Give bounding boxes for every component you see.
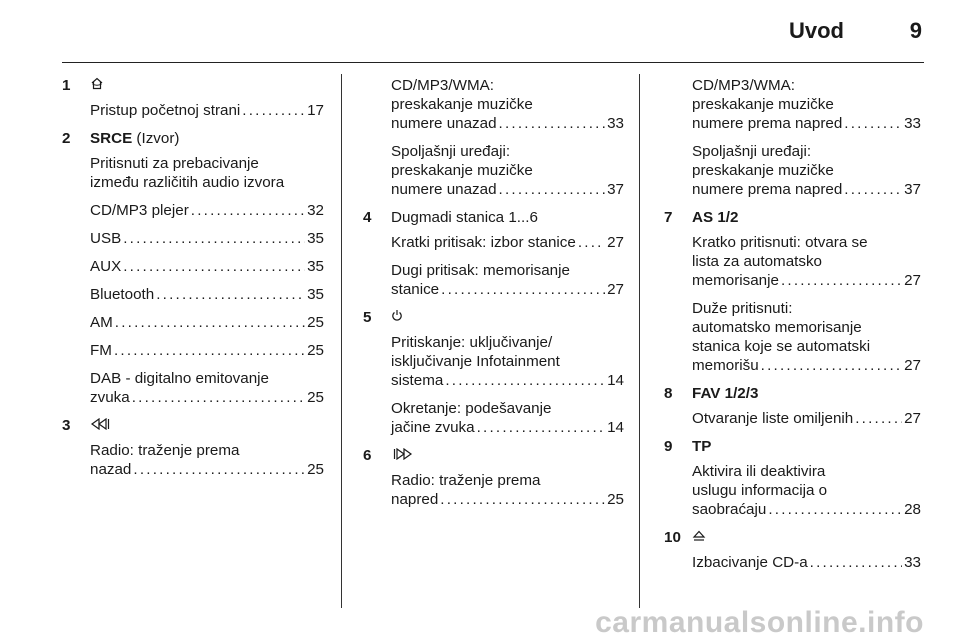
page-reference: 35 (307, 286, 324, 303)
dot-leader (499, 180, 606, 199)
index-entry (664, 76, 921, 133)
item-7 (664, 208, 921, 227)
dot-leader (844, 180, 902, 199)
entry-text: numere prema napred (692, 115, 843, 132)
entry-line: Pritiskanje: uključivanje/ (391, 334, 553, 351)
item-number: 5 (363, 309, 372, 326)
entry-text: napred (391, 491, 439, 508)
power-icon (391, 309, 403, 326)
page-reference: 25 (307, 314, 324, 331)
entry-line: preskakanje muzičke (391, 96, 533, 113)
page-header (0, 0, 960, 60)
dot-leader (781, 271, 902, 290)
dot-leader (445, 371, 605, 390)
entry-text: Izbacivanje CD-a (692, 554, 808, 571)
item-9-entries (664, 462, 921, 519)
entry-text: jačine zvuka (391, 419, 475, 436)
index-entry (363, 76, 624, 133)
item-10-entries (664, 553, 921, 572)
page-reference: 27 (607, 281, 624, 298)
item-3 (62, 416, 324, 435)
item-4 (363, 208, 624, 227)
index-entry (62, 257, 324, 276)
item-title-suffix: (Izvor) (132, 130, 180, 147)
index-entry (664, 462, 921, 519)
entry-text: Kratki pritisak: izbor stanice (391, 234, 576, 251)
item-title: AS 1/2 (692, 209, 739, 226)
entry-line: preskakanje muzičke (391, 162, 533, 179)
page-reference: 25 (607, 491, 624, 508)
item-3-entries (62, 441, 324, 479)
column-2 (363, 76, 624, 518)
item-number: 2 (62, 130, 71, 147)
item-number: 3 (62, 417, 71, 434)
page-number: 9 (909, 18, 922, 43)
column-divider (341, 74, 342, 608)
item-4-entries (363, 233, 624, 299)
item-5 (363, 308, 624, 327)
entry-text: Otvaranje liste omiljenih (692, 410, 854, 427)
index-entry (62, 313, 324, 332)
item-2-entries (62, 201, 324, 407)
index-entry (62, 101, 324, 120)
dot-leader (578, 233, 605, 252)
index-entry (363, 333, 624, 390)
page-reference: 33 (904, 554, 921, 571)
page-reference: 25 (307, 342, 324, 359)
item-title: FAV 1/2/3 (692, 385, 759, 402)
header-title: Uvod (789, 18, 844, 43)
index-entry (664, 409, 921, 428)
page-reference: 37 (904, 181, 921, 198)
entry-text: stanice (391, 281, 440, 298)
seek-back-icon (90, 417, 112, 434)
entry-line: Duže pritisnuti: (692, 300, 793, 317)
dot-leader (810, 553, 902, 572)
description-line: između različitih audio izvora (90, 174, 285, 191)
entry-text: Pristup početnoj strani (90, 102, 241, 119)
item-8 (664, 384, 921, 403)
item-2-description (62, 154, 324, 192)
dot-leader (242, 101, 305, 120)
item-1-entries (62, 101, 324, 120)
dot-leader (115, 313, 305, 332)
home-icon (90, 77, 104, 94)
page-reference: 33 (607, 115, 624, 132)
page-reference: 27 (904, 357, 921, 374)
index-entry (363, 142, 624, 199)
entry-text: zvuka (90, 389, 130, 406)
index-entry (62, 441, 324, 479)
item-number: 4 (363, 209, 372, 226)
item-number: 6 (363, 447, 372, 464)
item-number: 7 (664, 209, 673, 226)
dot-leader (855, 409, 902, 428)
entry-text: USB (90, 230, 122, 247)
dot-leader (499, 114, 606, 133)
dot-leader (114, 341, 305, 360)
entry-text: FM (90, 342, 112, 359)
page-reference: 28 (904, 501, 921, 518)
column-divider (639, 74, 640, 608)
entry-line: Spoljašnji uređaji: (391, 143, 511, 160)
item-6-entries (363, 471, 624, 509)
item-1 (62, 76, 324, 95)
entry-text: numere unazad (391, 115, 497, 132)
item-2 (62, 129, 324, 148)
entry-line: DAB - digitalno emitovanje (90, 370, 269, 387)
item-10 (664, 528, 921, 547)
item-8-entries (664, 409, 921, 428)
item-title: Dugmadi stanica 1...6 (391, 209, 538, 226)
entry-line: Okretanje: podešavanje (391, 400, 552, 417)
entry-line: Spoljašnji uređaji: (692, 143, 812, 160)
dot-leader (761, 356, 902, 375)
page-reference: 33 (904, 115, 921, 132)
page-reference: 17 (307, 102, 324, 119)
entry-text: numere prema napred (692, 181, 843, 198)
index-entry (363, 261, 624, 299)
entry-text: CD/MP3 plejer (90, 202, 189, 219)
index-entry (62, 229, 324, 248)
entry-line: uslugu informacija o (692, 482, 828, 499)
dot-leader (768, 500, 902, 519)
index-entry (363, 399, 624, 437)
dot-leader (123, 257, 305, 276)
header-divider (62, 62, 924, 63)
page-reference: 14 (607, 372, 624, 389)
index-entry (363, 233, 624, 252)
index-entry (664, 299, 921, 375)
seek-forward-icon (391, 447, 413, 464)
entry-line: Radio: traženje prema (391, 472, 541, 489)
entry-text: AUX (90, 258, 122, 275)
item-6 (363, 446, 624, 465)
column-3 (664, 76, 921, 581)
dot-leader (477, 418, 606, 437)
entry-text: saobraćaju (692, 501, 767, 518)
entry-text: numere unazad (391, 181, 497, 198)
entry-line: CD/MP3/WMA: (391, 77, 494, 94)
index-entry (62, 341, 324, 360)
entry-line: preskakanje muzičke (692, 162, 834, 179)
dot-leader (133, 460, 305, 479)
item-number: 8 (664, 385, 673, 402)
entry-line: preskakanje muzičke (692, 96, 834, 113)
dot-leader (132, 388, 305, 407)
entry-line: Radio: traženje prema (90, 442, 240, 459)
item-9 (664, 437, 921, 456)
page-reference: 27 (904, 410, 921, 427)
description-line: Pritisnuti za prebacivanje (90, 155, 259, 172)
index-entry (62, 285, 324, 304)
dot-leader (844, 114, 902, 133)
dot-leader (123, 229, 305, 248)
page-reference: 37 (607, 181, 624, 198)
continued-entries (363, 76, 624, 199)
page-reference: 25 (307, 461, 324, 478)
dot-leader (191, 201, 305, 220)
index-entry (664, 553, 921, 572)
page-reference: 25 (307, 389, 324, 406)
page-reference: 14 (607, 419, 624, 436)
index-entry (664, 142, 921, 199)
entry-line: CD/MP3/WMA: (692, 77, 795, 94)
continued-entries (664, 76, 921, 199)
item-title: TP (692, 438, 712, 455)
entry-line: Kratko pritisnuti: otvara se (692, 234, 868, 251)
item-title: SRCE (90, 130, 133, 147)
entry-text: nazad (90, 461, 132, 478)
page-reference: 32 (307, 202, 324, 219)
item-number: 9 (664, 438, 673, 455)
dot-leader (156, 285, 305, 304)
entry-line: stanica koje se automatski (692, 338, 871, 355)
entry-text: Bluetooth (90, 286, 155, 303)
page-reference: 27 (904, 272, 921, 289)
watermark: carmanualsonline.info (595, 606, 924, 639)
entry-line: isključivanje Infotainment (391, 353, 560, 370)
entry-text: memorisanje (692, 272, 779, 289)
page-reference: 35 (307, 230, 324, 247)
entry-text: sistema (391, 372, 444, 389)
item-number: 10 (664, 529, 681, 546)
dot-leader (441, 280, 605, 299)
item-number: 1 (62, 77, 71, 94)
index-entry (62, 369, 324, 407)
entry-text: memorišu (692, 357, 759, 374)
index-entry (62, 201, 324, 220)
item-7-entries (664, 233, 921, 375)
page-reference: 27 (607, 234, 624, 251)
entry-line: Aktivira ili deaktivira (692, 463, 826, 480)
eject-icon (692, 529, 706, 546)
item-5-entries (363, 333, 624, 437)
entry-line: lista za automatsko (692, 253, 822, 270)
page-reference: 35 (307, 258, 324, 275)
entry-line: Dugi pritisak: memorisanje (391, 262, 570, 279)
entry-line: automatsko memorisanje (692, 319, 862, 336)
index-entry (664, 233, 921, 290)
index-entry (363, 471, 624, 509)
column-1 (62, 76, 324, 488)
entry-text: AM (90, 314, 113, 331)
dot-leader (440, 490, 605, 509)
